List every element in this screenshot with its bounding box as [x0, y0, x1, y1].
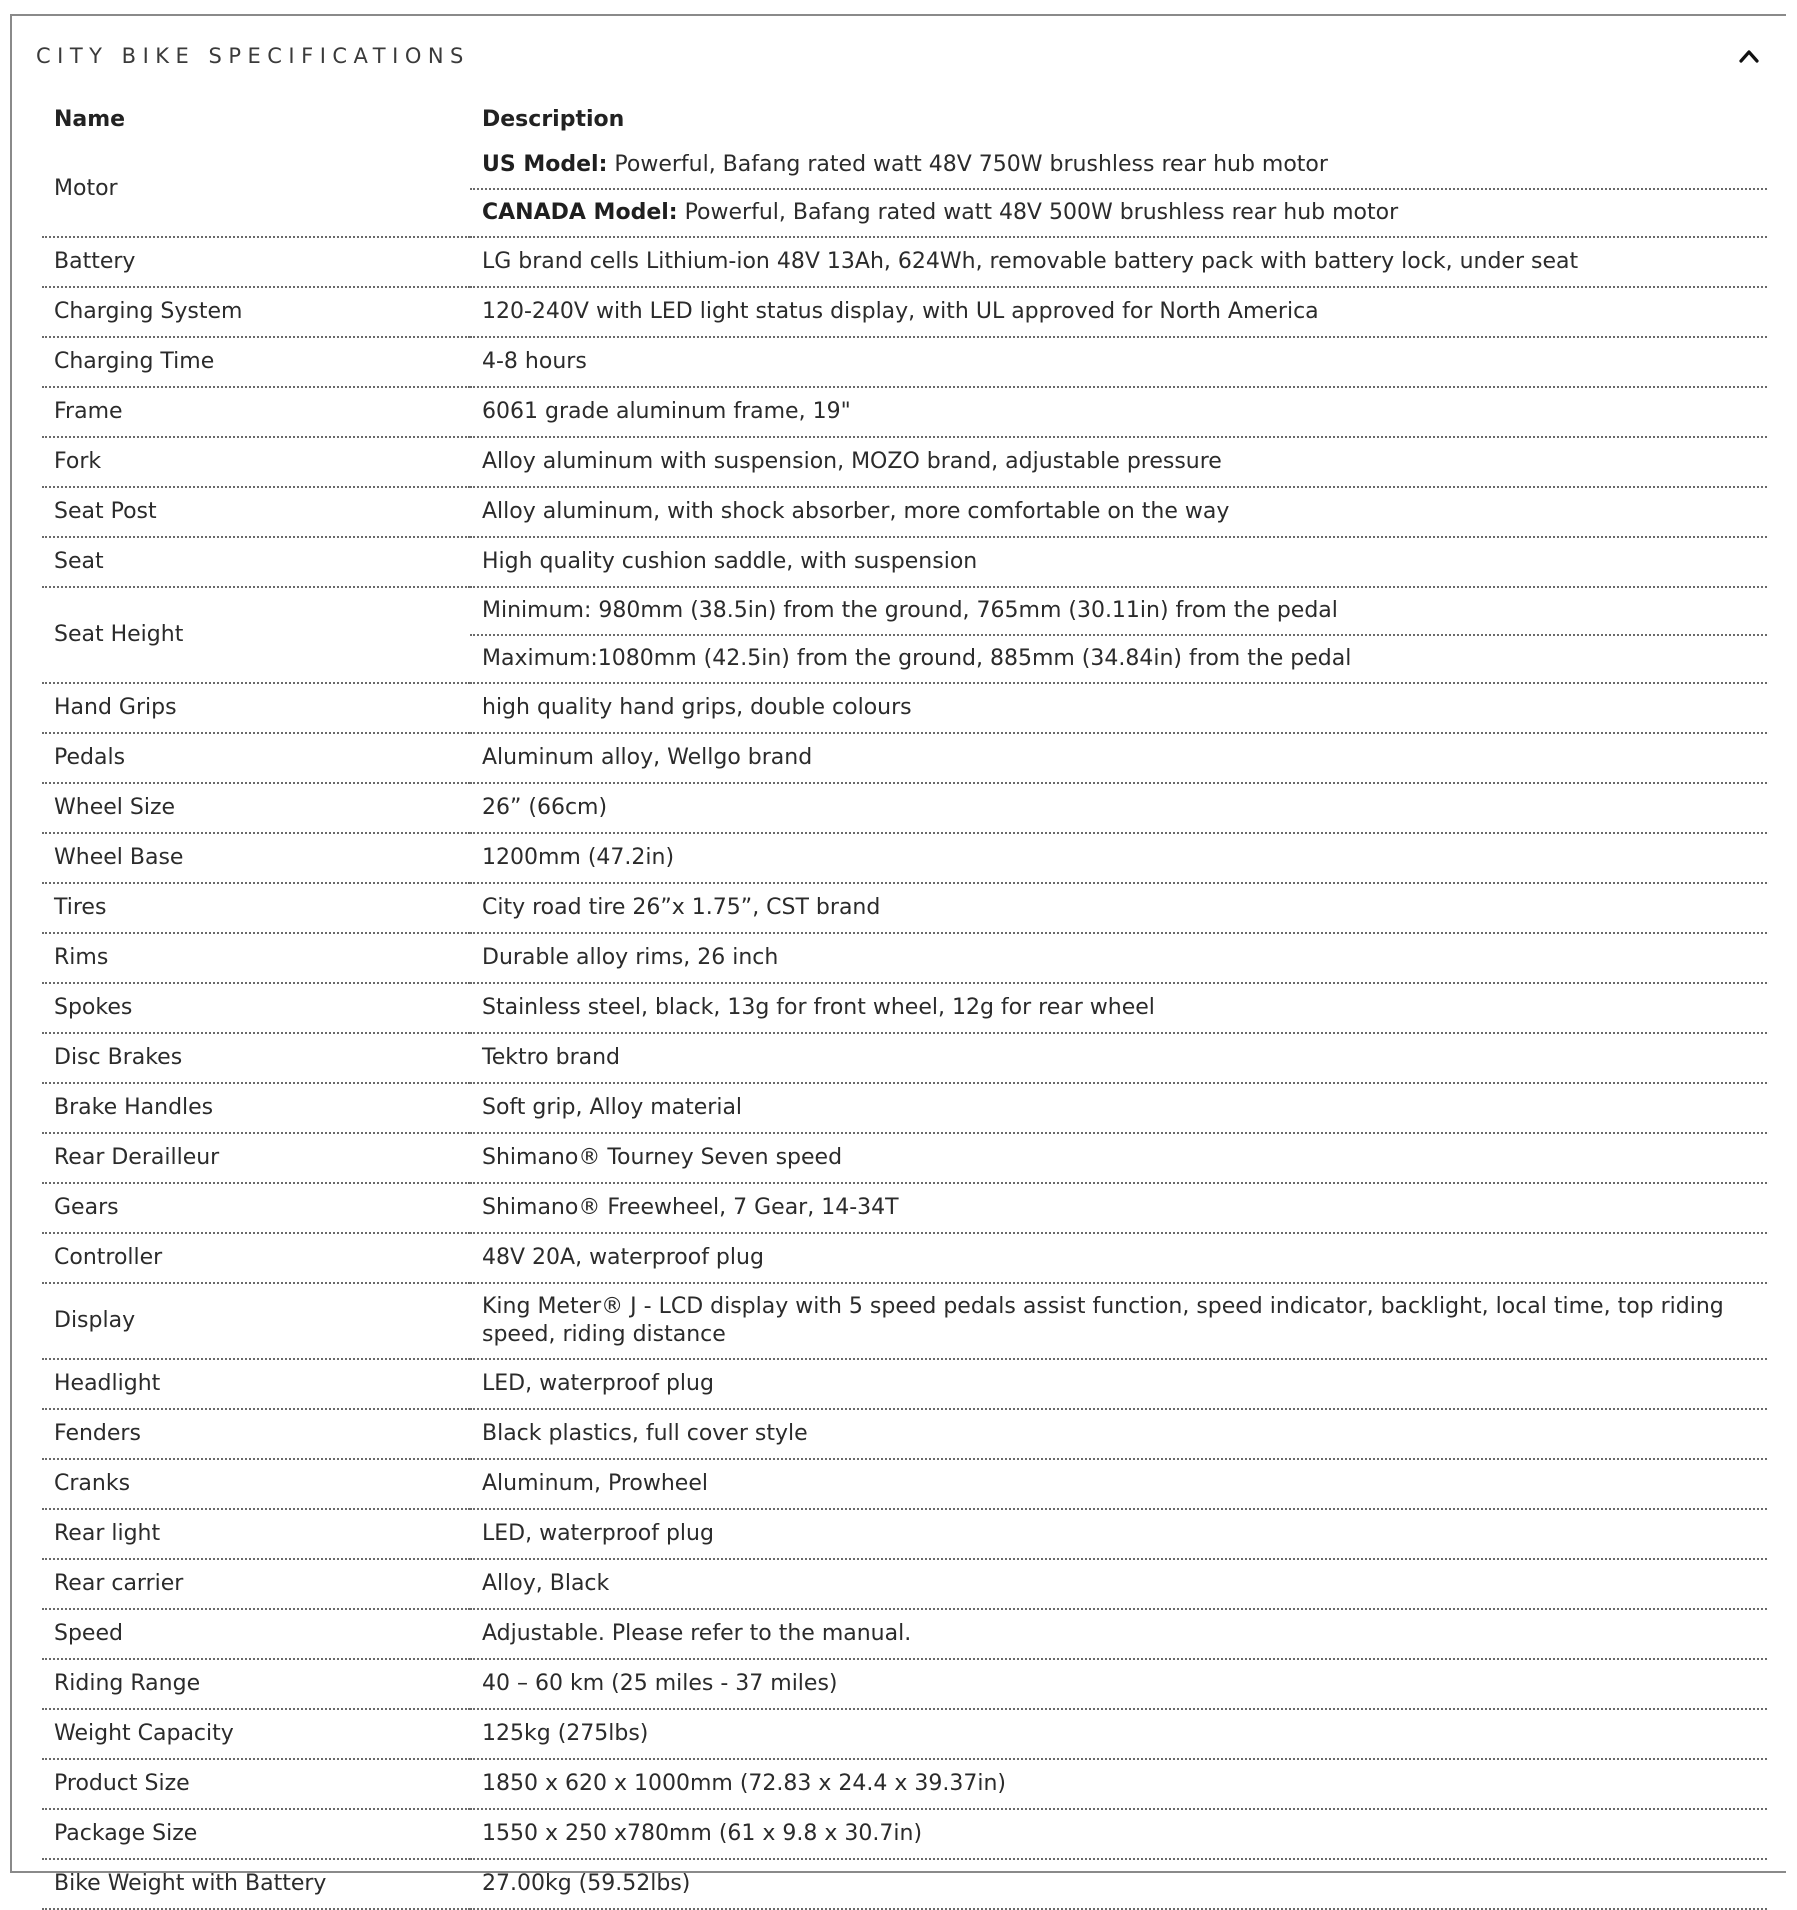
header-name: Name: [54, 106, 126, 132]
model-text: Powerful, Bafang rated watt 48V 500W brushless rear hub motor: [677, 200, 1399, 225]
spec-description: LG brand cells Lithium-ion 48V 13Ah, 624Wh, removable battery pack with battery lock, under seat: [470, 237, 1767, 287]
spec-description: 1550 x 250 x780mm (61 x 9.8 x 30.7in): [470, 1809, 1767, 1859]
spec-description: Soft grip, Alloy material: [470, 1083, 1767, 1133]
spec-name: Rear carrier: [42, 1559, 470, 1609]
spec-name: Fork: [42, 437, 470, 487]
spec-description: [470, 189, 1767, 237]
spec-name: Tires: [42, 883, 470, 933]
spec-name: Bike Weight with Battery: [42, 1859, 470, 1909]
model-label: CANADA Model:: [482, 200, 678, 225]
table-row: [42, 883, 1767, 933]
chevron-up-icon[interactable]: [1736, 43, 1762, 69]
spec-name: Product Size: [42, 1759, 470, 1809]
table-row: [42, 933, 1767, 983]
spec-name: Seat Post: [42, 487, 470, 537]
spec-name: Frame: [42, 387, 470, 437]
spec-description: 125kg (275lbs): [470, 1709, 1767, 1759]
spec-name: Headlight: [42, 1359, 470, 1409]
spec-name: Rear Derailleur: [42, 1133, 470, 1183]
section-title: CITY BIKE SPECIFICATIONS: [36, 44, 470, 68]
table-row: [42, 387, 1767, 437]
spec-description: 1850 x 620 x 1000mm (72.83 x 24.4 x 39.37in): [470, 1759, 1767, 1809]
table-row: [42, 1033, 1767, 1083]
model-text: Powerful, Bafang rated watt 48V 750W brushless rear hub motor: [607, 152, 1328, 177]
spec-name: Speed: [42, 1609, 470, 1659]
table-row: [42, 1233, 1767, 1283]
spec-description: Alloy aluminum, with shock absorber, more comfortable on the way: [470, 487, 1767, 537]
spec-description: 6061 grade aluminum frame, 19": [470, 387, 1767, 437]
table-row: [42, 1183, 1767, 1233]
table-row: [42, 1559, 1767, 1609]
table-row: [42, 142, 1767, 189]
spec-name: Seat: [42, 537, 470, 587]
spec-description: LED, waterproof plug: [470, 1359, 1767, 1409]
table-row: [42, 437, 1767, 487]
spec-name: Package Size: [42, 1809, 470, 1859]
spec-name: Brake Handles: [42, 1083, 470, 1133]
table-row: [42, 1609, 1767, 1659]
specifications-panel: [10, 14, 1786, 1896]
table-row: [42, 237, 1767, 287]
table-row: [42, 537, 1767, 587]
table-row: [42, 1409, 1767, 1459]
spec-description: Stainless steel, black, 13g for front wheel, 12g for rear wheel: [470, 983, 1767, 1033]
table-row: [42, 1809, 1767, 1859]
table-row: [42, 1359, 1767, 1409]
spec-description: 120-240V with LED light status display, with UL approved for North America: [470, 287, 1767, 337]
spec-name: Spokes: [42, 983, 470, 1033]
spec-name: Charging Time: [42, 337, 470, 387]
spec-description: LED, waterproof plug: [470, 1509, 1767, 1559]
spec-name: Cranks: [42, 1459, 470, 1509]
spec-name: Rims: [42, 933, 470, 983]
spec-description: Shimano® Tourney Seven speed: [470, 1133, 1767, 1183]
spec-table: [42, 96, 1767, 1910]
spec-name: Hand Grips: [42, 683, 470, 733]
table-row: [42, 1859, 1767, 1909]
table-row: [42, 733, 1767, 783]
spec-name: Charging System: [42, 287, 470, 337]
spec-name: Display: [42, 1283, 470, 1359]
table-row: [42, 1709, 1767, 1759]
section-header[interactable]: [36, 38, 1762, 74]
spec-name: Battery: [42, 237, 470, 287]
spec-description: Tektro brand: [470, 1033, 1767, 1083]
spec-name: Disc Brakes: [42, 1033, 470, 1083]
table-row: [42, 783, 1767, 833]
spec-description: 26” (66cm): [470, 783, 1767, 833]
spec-description: [470, 142, 1767, 189]
spec-name: Controller: [42, 1233, 470, 1283]
table-header-row: [42, 96, 1767, 142]
spec-description: Alloy, Black: [470, 1559, 1767, 1609]
spec-name: Fenders: [42, 1409, 470, 1459]
table-row: [42, 1759, 1767, 1809]
spec-description: City road tire 26”x 1.75”, CST brand: [470, 883, 1767, 933]
table-row: [42, 1283, 1767, 1359]
table-row: [42, 487, 1767, 537]
spec-name: Seat Height: [42, 587, 470, 683]
spec-description: High quality cushion saddle, with suspension: [470, 537, 1767, 587]
table-row: [42, 1133, 1767, 1183]
spec-name: Riding Range: [42, 1659, 470, 1709]
spec-description: Maximum:1080mm (42.5in) from the ground, 885mm (34.84in) from the pedal: [470, 635, 1767, 683]
spec-description: Aluminum, Prowheel: [470, 1459, 1767, 1509]
spec-name: Rear light: [42, 1509, 470, 1559]
spec-description: Durable alloy rims, 26 inch: [470, 933, 1767, 983]
spec-description: 1200mm (47.2in): [470, 833, 1767, 883]
spec-description: 48V 20A, waterproof plug: [470, 1233, 1767, 1283]
spec-name: Motor: [42, 142, 470, 237]
spec-name: Wheel Base: [42, 833, 470, 883]
spec-description: Shimano® Freewheel, 7 Gear, 14-34T: [470, 1183, 1767, 1233]
table-row: [42, 833, 1767, 883]
spec-description: Minimum: 980mm (38.5in) from the ground, 765mm (30.11in) from the pedal: [470, 587, 1767, 635]
table-row: [42, 287, 1767, 337]
spec-description: 4-8 hours: [470, 337, 1767, 387]
spec-name: Weight Capacity: [42, 1709, 470, 1759]
table-row: [42, 1659, 1767, 1709]
table-row: [42, 587, 1767, 635]
table-row: [42, 683, 1767, 733]
spec-description: 40 – 60 km (25 miles - 37 miles): [470, 1659, 1767, 1709]
table-row: [42, 1083, 1767, 1133]
spec-name: Gears: [42, 1183, 470, 1233]
spec-description: Alloy aluminum with suspension, MOZO brand, adjustable pressure: [470, 437, 1767, 487]
table-row: [42, 983, 1767, 1033]
table-row: [42, 1459, 1767, 1509]
header-description: Description: [482, 106, 625, 132]
spec-name: Wheel Size: [42, 783, 470, 833]
spec-description: Adjustable. Please refer to the manual.: [470, 1609, 1767, 1659]
spec-name: Pedals: [42, 733, 470, 783]
table-row: [42, 337, 1767, 387]
model-label: US Model:: [482, 152, 608, 177]
spec-description: Aluminum alloy, Wellgo brand: [470, 733, 1767, 783]
table-row: [42, 1509, 1767, 1559]
spec-description: Black plastics, full cover style: [470, 1409, 1767, 1459]
spec-description: King Meter® J - LCD display with 5 speed pedals assist function, speed indicator, backlight, local time, top riding speed, riding distance: [470, 1283, 1767, 1359]
spec-description: high quality hand grips, double colours: [470, 683, 1767, 733]
spec-description: 27.00kg (59.52lbs): [470, 1859, 1767, 1909]
